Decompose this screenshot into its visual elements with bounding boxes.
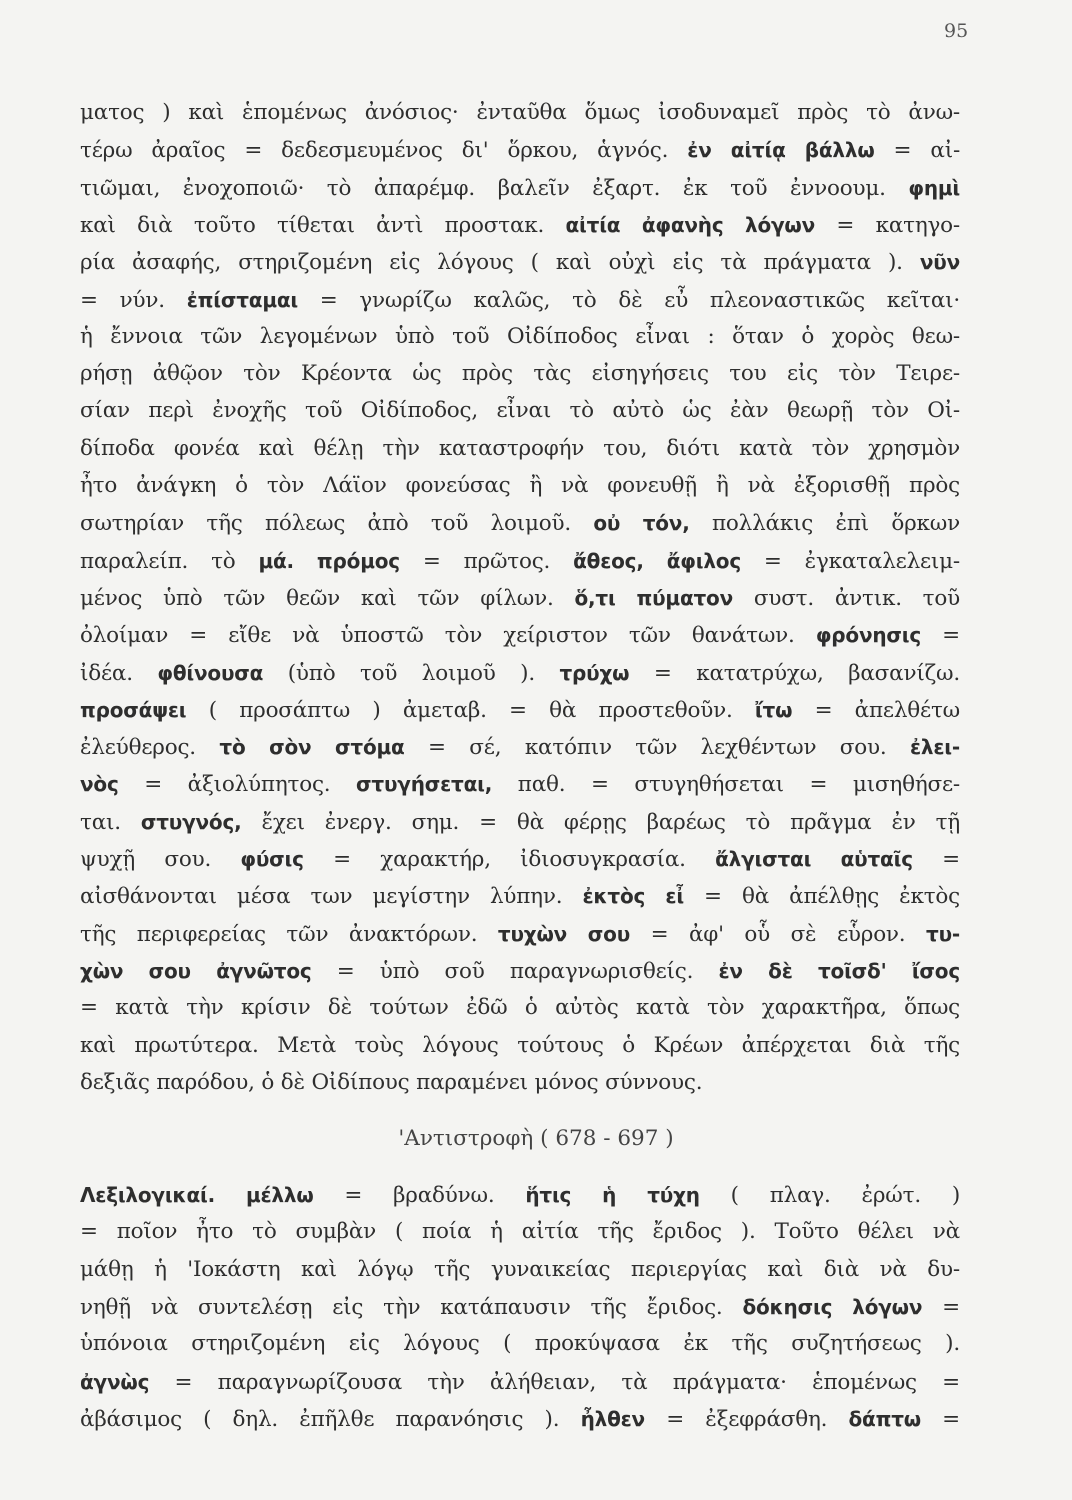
- line-text: = σέ, κατόπιν τῶν λεχθέντων σου.: [404, 735, 910, 761]
- text-line: [80, 359, 960, 389]
- line-text: = ἐξεφράσθη.: [645, 1406, 849, 1432]
- line-text: =: [912, 847, 960, 872]
- line-text: = ἀπελθέτω: [792, 697, 960, 723]
- bold-term: ἐν αἰτίᾳ βάλλω: [687, 138, 875, 163]
- bold-term: ἄθεος, ἄφιλος: [573, 548, 741, 573]
- line-text: ρήσῃ ἀθῷον τὸν Κρέοντα ὡς πρὸς τὰς εἰσηγήσεις του εἰς τὸν Τειρε-: [80, 361, 960, 387]
- line-text: καὶ πρωτύτερα. Μετὰ τοὺς λόγους τούτους ὁ Κρέων ἀπέρχεται διὰ τῆς: [80, 1032, 960, 1058]
- line-text: = κατηγο-: [815, 212, 960, 238]
- bold-term: ἐλει-: [909, 735, 960, 760]
- bold-term: στυγήσεται,: [356, 772, 493, 797]
- line-text: = ἀφ' οὗ σὲ εὗρον.: [630, 921, 927, 947]
- line-text: μένος ὑπὸ τῶν θεῶν καὶ τῶν φίλων.: [80, 585, 575, 611]
- text-line: [80, 1031, 960, 1061]
- line-text: τέρω ἀραῖος = δεδεσμευμένος δι' ὅρκου, ἁγνός.: [80, 138, 688, 164]
- line-text: τιῶμαι, ἐνοχοποιῶ· τὸ ἀπαρέμφ. βαλεῖν ἐξαρτ. ἐκ τοῦ ἐννοουμ.: [80, 175, 909, 201]
- bold-term: τὸ σὸν στόμα: [219, 735, 405, 760]
- bold-term: φρόνησις: [815, 623, 922, 648]
- text-line: [80, 769, 960, 800]
- line-text: = βραδύνω.: [313, 1183, 526, 1208]
- bold-term: ὅ,τι πύματον: [574, 585, 734, 610]
- bold-term: τρύχω: [559, 660, 630, 685]
- text-line: [80, 210, 960, 241]
- text-line: [80, 620, 960, 651]
- text-line: [80, 322, 960, 352]
- bold-term: τυχὼν σου: [497, 921, 631, 946]
- line-text: τῆς περιφερείας τῶν ἀνακτόρων.: [80, 921, 498, 947]
- bold-term: φθίνουσα: [157, 660, 264, 685]
- bold-term: φημὶ: [908, 175, 960, 200]
- line-text: = θὰ ἀπέλθῃς ἐκτὸς: [683, 884, 960, 910]
- text-line: [80, 396, 960, 426]
- line-text: ται.: [80, 809, 141, 835]
- line-text: παθ. = στυγηθήσεται = μισηθήσε-: [492, 772, 960, 798]
- line-text: ἀβάσιμος ( δηλ. ἐπῆλθε παρανόησις ).: [80, 1406, 581, 1432]
- bold-term: ἥτις ἡ τύχη: [525, 1183, 700, 1207]
- text-line: [80, 471, 960, 501]
- line-text: συστ. ἀντικ. τοῦ: [733, 585, 960, 611]
- line-text: μάθῃ ἡ 'Ιοκάστη καὶ λόγῳ τῆς γυναικείας περιεργίας καὶ διὰ νὰ δυ-: [80, 1256, 960, 1282]
- bold-term: χὼν σου ἀγνῶτος: [80, 958, 312, 983]
- text-line: [80, 434, 960, 464]
- text-line: [80, 135, 960, 166]
- text-line: [80, 732, 960, 763]
- text-line: [80, 1404, 960, 1435]
- line-text: ἐλεύθερος.: [80, 735, 220, 761]
- line-text: =: [920, 1406, 960, 1432]
- text-line: [80, 1367, 960, 1398]
- text-line: [80, 1180, 960, 1211]
- text-line: [80, 173, 960, 204]
- text-line: [80, 1255, 960, 1285]
- line-text: =: [921, 623, 960, 649]
- bold-term: ἴτω: [754, 697, 793, 722]
- text-line: [80, 583, 960, 614]
- bold-term: ἀγνὼς: [80, 1369, 150, 1394]
- bold-term: ἐπίσταμαι: [186, 287, 298, 312]
- line-text: δίποδα φονέα καὶ θέλῃ τὴν καταστροφήν του, διότι κατὰ τὸν χρησμὸν: [80, 435, 960, 461]
- bold-term: μά. πρόμος: [258, 548, 400, 573]
- text-line: [80, 98, 960, 128]
- line-text: = αἰ-: [874, 138, 960, 164]
- line-text: ἔχει ἐνεργ. σημ. = θὰ φέρῃς βαρέως τὸ πρᾶγμα ἐν τῇ: [241, 809, 960, 835]
- text-line: [80, 881, 960, 912]
- line-text: = ποῖον ἦτο τὸ συμβὰν ( ποία ἡ αἰτία τῆς ἔριδος ). Τοῦτο θέλει νὰ: [80, 1219, 960, 1245]
- line-text: ματος ) καὶ ἑπομένως ἀνόσιος· ἐνταῦθα ὅμως ἰσοδυναμεῖ πρὸς τὸ ἀνω-: [80, 100, 960, 125]
- line-text: ἰδέα.: [80, 660, 158, 686]
- bold-term: αἰτία ἀφανὴς λόγων: [565, 212, 816, 237]
- text-line: [80, 1068, 960, 1098]
- line-text: = χαρακτήρ, ἰδιοσυγκρασία.: [303, 847, 716, 872]
- bold-term: νῦν: [919, 250, 960, 275]
- line-text: πολλάκις ἐπὶ ὅρκων: [689, 511, 960, 537]
- text-line: [80, 658, 960, 689]
- text-line: [80, 1329, 960, 1359]
- bold-term: νὸς: [80, 772, 119, 797]
- section-heading: 'Αντιστροφὴ ( 678 - 697 ): [398, 1126, 674, 1151]
- text-line: [80, 956, 960, 987]
- line-text: ρία ἀσαφής, στηριζομένη εἰς λόγους ( καὶ οὐχὶ εἰς τὰ πράγματα ).: [80, 250, 920, 276]
- bold-term: δάπτω: [848, 1406, 921, 1431]
- line-text: ψυχῇ σου.: [80, 847, 241, 872]
- text-line: [80, 247, 960, 278]
- text-line: [80, 807, 960, 838]
- text-line: [80, 546, 960, 577]
- bold-term: δόκησις λόγων: [742, 1294, 923, 1319]
- line-text: καὶ διὰ τοῦτο τίθεται ἀντὶ προστακ.: [80, 212, 566, 238]
- line-text: = κατὰ τὴν κρίσιν δὲ τούτων ἐδῶ ὁ αὐτὸς κατὰ τὸν χαρακτῆρα, ὅπως: [80, 995, 960, 1021]
- text-line: [80, 993, 960, 1023]
- text-line: [80, 1292, 960, 1323]
- line-text: = ὑπὸ σοῦ παραγνωρισθείς.: [311, 958, 719, 984]
- line-text: ἦτο ἀνάγκη ὁ τὸν Λάϊον φονεύσας ἢ νὰ φονευθῇ ἢ νὰ ἐξορισθῇ πρὸς: [80, 473, 960, 498]
- line-text: = ἀξιολύπητος.: [118, 772, 357, 798]
- line-text: σίαν περὶ ἐνοχῆς τοῦ Οἰδίποδος, εἶναι τὸ αὐτὸ ὡς ἐὰν θεωρῇ τὸν Οἰ-: [80, 398, 960, 424]
- bold-term: προσάψει: [80, 697, 187, 722]
- bold-term: ἐκτὸς εἶ: [582, 884, 684, 909]
- line-text: = κατατρύχω, βασανίζω.: [629, 660, 960, 686]
- bold-term: οὐ τόν,: [593, 511, 690, 536]
- line-text: (ὑπὸ τοῦ λοιμοῦ ).: [263, 660, 560, 686]
- line-text: παραλείπ. τὸ: [80, 548, 259, 574]
- line-text: αἰσθάνονται μέσα των μεγίστην λύπην.: [80, 884, 583, 910]
- line-text: = ἐγκαταλελειμ-: [741, 548, 960, 574]
- bold-term: ἐν δὲ τοῖσδ' ἴσος: [718, 958, 960, 983]
- line-text: =: [922, 1294, 960, 1320]
- text-line: [80, 844, 960, 875]
- text-line: [80, 695, 960, 726]
- text-line: [80, 285, 960, 316]
- line-text: ὑπόνοια στηριζομένη εἰς λόγους ( προκύψασα ἐκ τῆς συζητήσεως ).: [80, 1331, 960, 1357]
- line-text: νηθῇ νὰ συντελέσῃ εἰς τὴν κατάπαυσιν τῆς ἔριδος.: [80, 1294, 743, 1320]
- line-text: σωτηρίαν τῆς πόλεως ἀπὸ τοῦ λοιμοῦ.: [80, 511, 594, 537]
- line-text: ὀλοίμαν = εἴθε νὰ ὑποστῶ τὸν χείριστον τῶν θανάτων.: [80, 623, 816, 649]
- bold-term: στυγνός,: [140, 809, 242, 834]
- text-line: [80, 919, 960, 950]
- line-text: = πρῶτος.: [399, 548, 574, 574]
- line-text: ( προσάπτω ) ἀμεταβ. = θὰ προστεθοῦν.: [186, 697, 755, 723]
- line-text: ἡ ἔννοια τῶν λεγομένων ὑπὸ τοῦ Οἰδίποδος εἶναι : ὅταν ὁ χορὸς θεω-: [80, 323, 960, 349]
- line-text: δεξιᾶς παρόδου, ὁ δὲ Οἰδίπους παραμένει μόνος σύννους.: [80, 1069, 703, 1095]
- page-number: 95: [944, 20, 969, 42]
- line-text: = νύν.: [80, 287, 187, 313]
- bold-term: Λεξιλογικαί. μέλλω: [80, 1183, 314, 1207]
- bold-term: ἄλγισται αὑταῖς: [715, 847, 913, 871]
- line-text: = γνωρίζω καλῶς, τὸ δὲ εὖ πλεοναστικῶς κεῖται·: [297, 287, 960, 313]
- bold-term: τυ-: [926, 921, 960, 946]
- line-text: ( πλαγ. ἐρώτ. ): [699, 1183, 960, 1208]
- text-line: [80, 1217, 960, 1247]
- line-text: = παραγνωρίζουσα τὴν ἀλήθειαν, τὰ πράγματα· ἑπομένως =: [149, 1369, 960, 1395]
- text-line: [80, 508, 960, 539]
- bold-term: ἦλθεν: [580, 1406, 645, 1431]
- bold-term: φύσις: [240, 847, 304, 871]
